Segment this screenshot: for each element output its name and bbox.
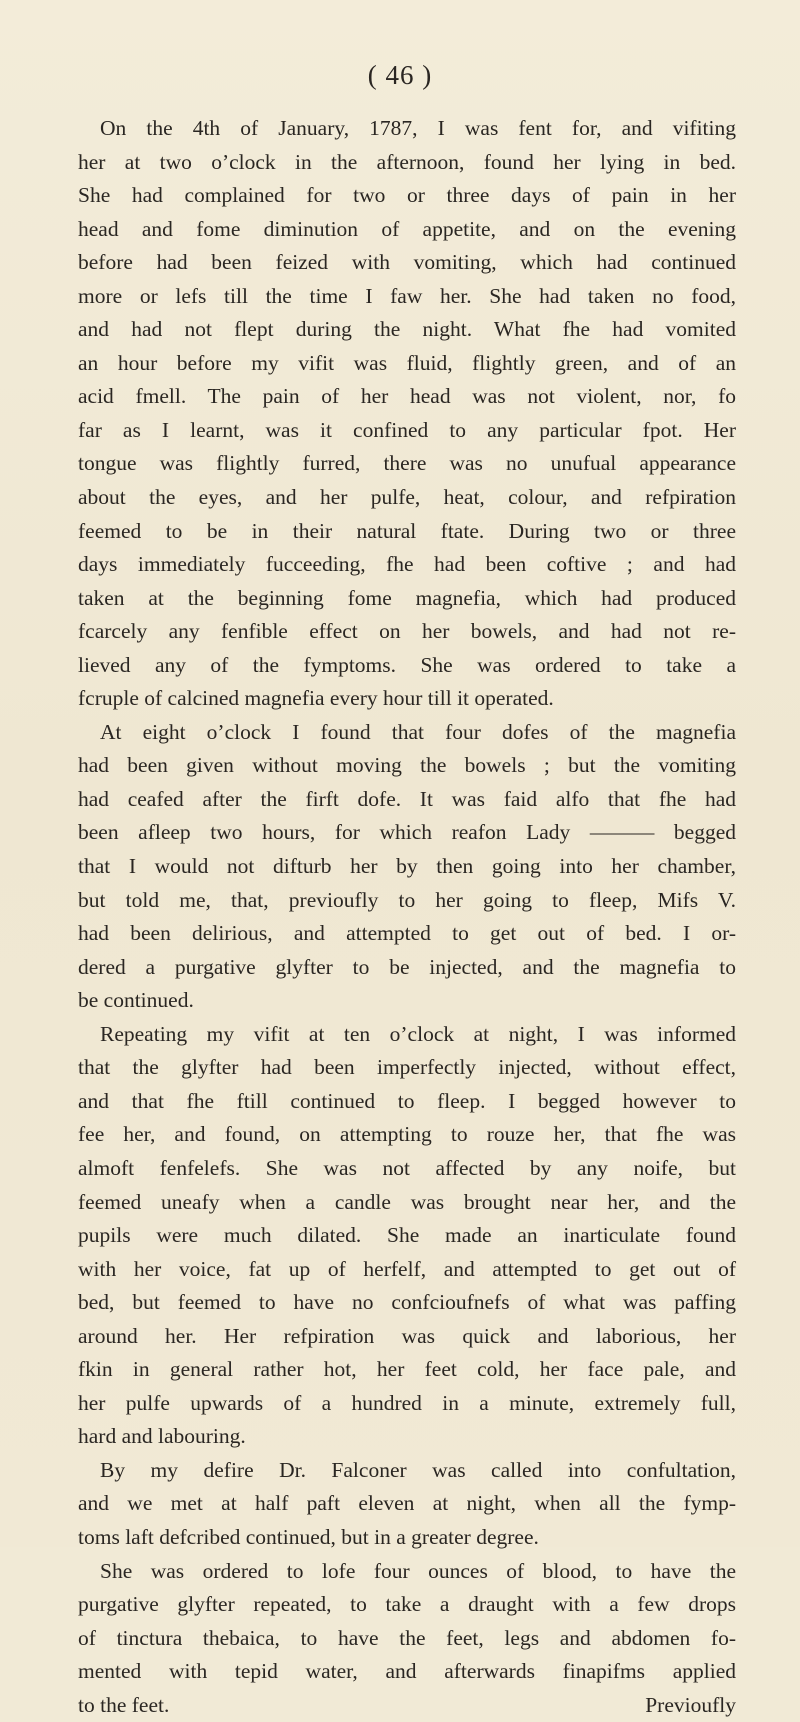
text-line: had been delirious, and attempted to get out of bed. I or- bbox=[78, 921, 736, 946]
text-line: fee her, and found, on attempting to rouze her, that fhe was bbox=[78, 1122, 736, 1147]
text-line: and we met at half paft eleven at night, when all the fymp- bbox=[78, 1491, 736, 1516]
text-line: had ceafed after the firft dofe. It was faid alfo that fhe had bbox=[78, 786, 736, 811]
text-line: and had not flept during the night. What fhe had vomited bbox=[78, 317, 736, 342]
body-text bbox=[78, 112, 736, 1722]
text-line: but told me, that, previoufly to her going to fleep, Mifs V. bbox=[78, 887, 736, 912]
text-line: dered a purgative glyfter to be injected, and the magnefia to bbox=[78, 954, 736, 979]
text-line: of tinctura thebaica, to have the feet, legs and abdomen fo- bbox=[78, 1625, 736, 1650]
text-line: purgative glyfter repeated, to take a draught with a few drops bbox=[78, 1592, 736, 1617]
page-number: ( 46 ) bbox=[367, 60, 433, 90]
text-line: taken at the beginning fome magnefia, which had produced bbox=[78, 585, 736, 610]
text-line: On the 4th of January, 1787, I was fent for, and vifiting bbox=[100, 116, 736, 140]
text-line: far as I learnt, was it confined to any particular fpot. Her bbox=[78, 417, 736, 442]
text-line: lieved any of the fymptoms. She was ordered to take a bbox=[78, 652, 736, 677]
text-line: She had complained for two or three days of pain in her bbox=[78, 183, 736, 208]
text-line: hard and labouring. bbox=[78, 1424, 246, 1449]
text-line: feemed to be in their natural ftate. During two or three bbox=[78, 518, 736, 543]
text-line bbox=[78, 1689, 736, 1722]
text-line: acid fmell. The pain of her head was not violent, nor, fo bbox=[78, 384, 736, 409]
text-line: about the eyes, and her pulfe, heat, colour, and refpiration bbox=[78, 485, 736, 510]
text-line: mented with tepid water, and afterwards finapifms applied bbox=[78, 1659, 736, 1684]
text-line: head and fome diminution of appetite, and on the evening bbox=[78, 216, 736, 241]
text-line: tongue was flightly furred, there was no unufual appearance bbox=[78, 451, 736, 476]
text-line: fcruple of calcined magnefia every hour till it operated. bbox=[78, 686, 554, 711]
text-line: and that fhe ftill continued to fleep. I begged however to bbox=[78, 1088, 736, 1113]
text-line: fcarcely any fenfible effect on her bowels, and had not re- bbox=[78, 619, 736, 644]
text-line: feemed uneafy when a candle was brought near her, and the bbox=[78, 1189, 736, 1214]
text-line: be continued. bbox=[78, 988, 194, 1013]
text-line: that the glyfter had been imperfectly injected, without effect, bbox=[78, 1055, 736, 1080]
text-line: toms laft defcribed continued, but in a greater degree. bbox=[78, 1524, 539, 1549]
text-line: She was ordered to lofe four ounces of blood, to have the bbox=[100, 1558, 736, 1583]
text-line: with her voice, fat up of herfelf, and attempted to get out of bbox=[78, 1256, 736, 1281]
catchword: Previoufly bbox=[645, 1692, 736, 1717]
text-line: Repeating my vifit at ten o’clock at night, I was informed bbox=[100, 1021, 736, 1046]
text-line: By my defire Dr. Falconer was called into confultation, bbox=[100, 1457, 736, 1482]
text-line: been afleep two hours, for which reafon Lady ——— begged bbox=[78, 820, 736, 845]
text-line: around her. Her refpiration was quick and laborious, her bbox=[78, 1323, 736, 1348]
text-line: pupils were much dilated. She made an inarticulate found bbox=[78, 1223, 736, 1248]
text-line: her at two o’clock in the afternoon, found her lying in bed. bbox=[78, 149, 736, 174]
text-line: had been given without moving the bowels ; but the vomiting bbox=[78, 753, 736, 778]
text-line: that I would not difturb her by then going into her chamber, bbox=[78, 854, 736, 879]
text-line: before had been feized with vomiting, which had continued bbox=[78, 250, 736, 275]
text-line: an hour before my vifit was fluid, flightly green, and of an bbox=[78, 350, 736, 375]
text-line: At eight o’clock I found that four dofes of the magnefia bbox=[100, 719, 736, 744]
text-line: more or lefs till the time I faw her. She had taken no food, bbox=[78, 283, 736, 308]
text-line-content: to the feet. bbox=[78, 1692, 170, 1717]
text-line: days immediately fucceeding, fhe had been coftive ; and had bbox=[78, 552, 736, 577]
text-line: almoft fenfelefs. She was not affected by any noife, but bbox=[78, 1155, 736, 1180]
text-line: her pulfe upwards of a hundred in a minute, extremely full, bbox=[78, 1390, 736, 1415]
text-line: fkin in general rather hot, her feet cold, her face pale, and bbox=[78, 1357, 736, 1382]
text-line: bed, but feemed to have no confcioufnefs of what was paffing bbox=[78, 1290, 736, 1315]
